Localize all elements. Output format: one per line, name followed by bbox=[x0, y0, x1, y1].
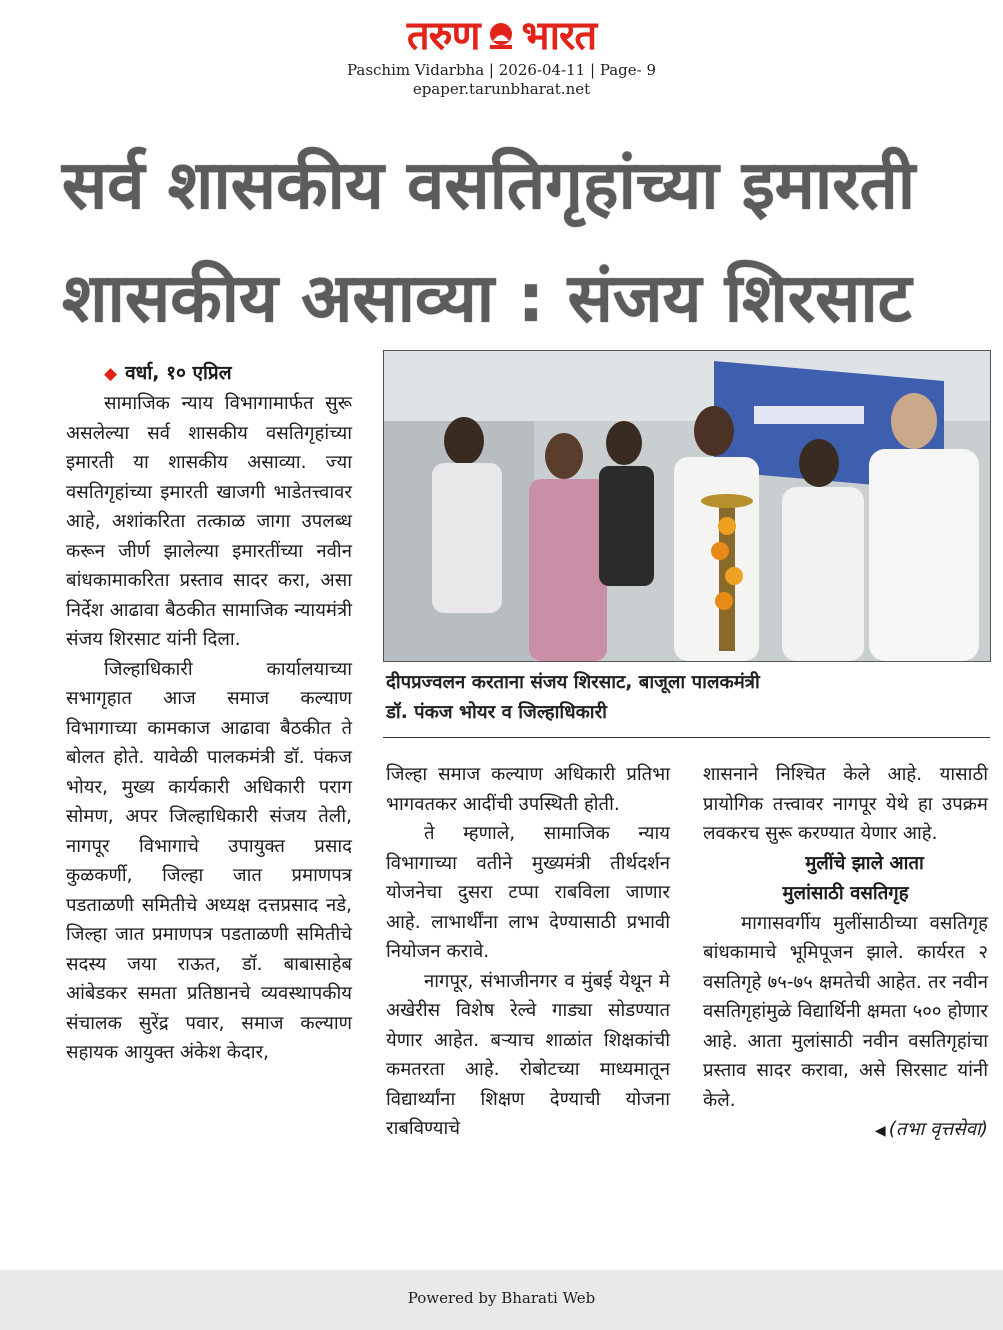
logo-text-left: तरुण bbox=[406, 13, 480, 59]
credit-text: (तभा वृत्तसेवा) bbox=[888, 1119, 988, 1140]
edition-info: Paschim Vidarbha | 2026-04-11 | Page- 9 bbox=[346, 61, 657, 79]
arrow-left-icon: ◀ bbox=[874, 1123, 886, 1139]
news-credit bbox=[703, 1115, 988, 1147]
newspaper-logo bbox=[407, 14, 596, 58]
article-column-1 bbox=[66, 358, 352, 1068]
lotus-emblem-icon bbox=[484, 19, 518, 53]
dateline-text: वर्धा, १० एप्रिल bbox=[125, 362, 232, 384]
subheading-line-2: मुलांसाठी वसतिगृह bbox=[782, 882, 909, 904]
masthead bbox=[0, 14, 1003, 99]
article-column-3 bbox=[703, 760, 988, 1147]
photo-caption bbox=[386, 668, 986, 728]
article-photo bbox=[383, 350, 991, 662]
paragraph: मागासवर्गीय मुलींसाठीच्या वसतिगृह बांधकामाचे भूमिपूजन झाले. कार्यरत २ वसतिगृहे ७५-७५ क्षमतेची आहेत. तर नवीन वसतिगृहांमुळे विद्यार्थिनी क्षमता ५०० होणार आहे. आता मुलांसाठी नवीन वसतिगृहांचा प्रस्ताव सादर करावा, असे सिरसाट यांनी केले. bbox=[703, 912, 988, 1111]
logo-text-right: भारत bbox=[521, 13, 597, 59]
subheading bbox=[703, 849, 988, 909]
subheading-line-1: मुलींचे झाले आता bbox=[805, 852, 924, 874]
footer bbox=[0, 1270, 1003, 1330]
caption-divider bbox=[383, 737, 990, 738]
paragraph: नागपूर, संभाजीनगर व मुंबई येथून मे अखेरीस विशेष रेल्वे गाड्या सोडण्यात येणार आहेत. बऱ्याच शाळांत शिक्षकांची कमतरता आहे. रोबोटच्या माध्यमातून विद्यार्थ्यांना शिक्षण देण्याची योजना राबविण्याचे bbox=[386, 970, 670, 1139]
diamond-bullet-icon: ◆ bbox=[104, 364, 118, 384]
paragraph: जिल्हा समाज कल्याण अधिकारी प्रतिभा भागवतकर आदींची उपस्थिती होती. bbox=[386, 764, 670, 815]
paragraph: जिल्हाधिकारी कार्यालयाच्या सभागृहात आज समाज कल्याण विभागाच्या कामकाज आढावा बैठकीत ते बोलत होते. यावेळी पालकमंत्री डॉ. पंकज भोयर, मुख्य कार्यकारी अधिकारी पराग सोमण, अपर जिल्हाधिकारी संजय तेली, नागपूर विभागाचे उपायुक्त प्रसाद कुळकर्णी, जिल्हा जात प्रमाणपत्र पडताळणी समितीचे अध्यक्ष दत्तप्रसाद नडे, जिल्हा जात प्रमाणपत्र पडताळणी समितीचे सदस्य जया राऊत, डॉ. बाबासाहेब आंबेडकर समता प्रतिष्ठानचे व्यवस्थापकीय संचालक सुरेंद्र पवार, समाज कल्याण सहायक आयुक्त अंकेश केदार, bbox=[66, 658, 352, 1063]
dateline bbox=[66, 358, 352, 389]
headline-line-1: सर्व शासकीय वसतिगृहांच्या इमारती bbox=[62, 146, 916, 224]
headline-line-2: शासकीय असाव्या : संजय शिरसाट bbox=[62, 259, 912, 337]
paragraph: सामाजिक न्याय विभागामार्फत सुरू असलेल्या सर्व शासकीय वसतिगृहांच्या इमारती या शासकीय असाव्या. ज्या वसतिगृहांच्या इमारती खाजगी भाडेतत्त्वावर आहे, अशांकरिता तत्काळ जागा उपलब्ध करून जीर्ण झालेल्या इमारतींच्या नवीन बांधकामाकरिता प्रस्ताव सादर करा, असा निर्देश आढावा बैठकीत सामाजिक न्यायमंत्री संजय शिरसाट यांनी दिला. bbox=[66, 393, 352, 650]
article-column-2 bbox=[386, 760, 670, 1144]
powered-by-link[interactable]: Powered by Bharati Web bbox=[407, 1289, 596, 1307]
paragraph: शासनाने निश्चित केले आहे. यासाठी प्रायोगिक तत्त्वावर नागपूर येथे हा उपक्रम लवकरच सुरू करण्यात येणार आहे. bbox=[703, 764, 988, 844]
epaper-url[interactable]: epaper.tarunbharat.net bbox=[412, 80, 591, 98]
lamp-lighting-photo bbox=[384, 351, 990, 661]
caption-line-1: दीपप्रज्वलन करताना संजय शिरसाट, बाजूला पालकमंत्री bbox=[386, 672, 760, 693]
caption-line-2: डॉ. पंकज भोयर व जिल्हाधिकारी bbox=[386, 702, 607, 723]
paragraph: ते म्हणाले, सामाजिक न्याय विभागाच्या वतीने मुख्यमंत्री तीर्थदर्शन योजनेचा दुसरा टप्पा राबविला जाणार आहे. लाभार्थींना लाभ देण्यासाठी प्रभावी नियोजन करावे. bbox=[386, 823, 670, 962]
